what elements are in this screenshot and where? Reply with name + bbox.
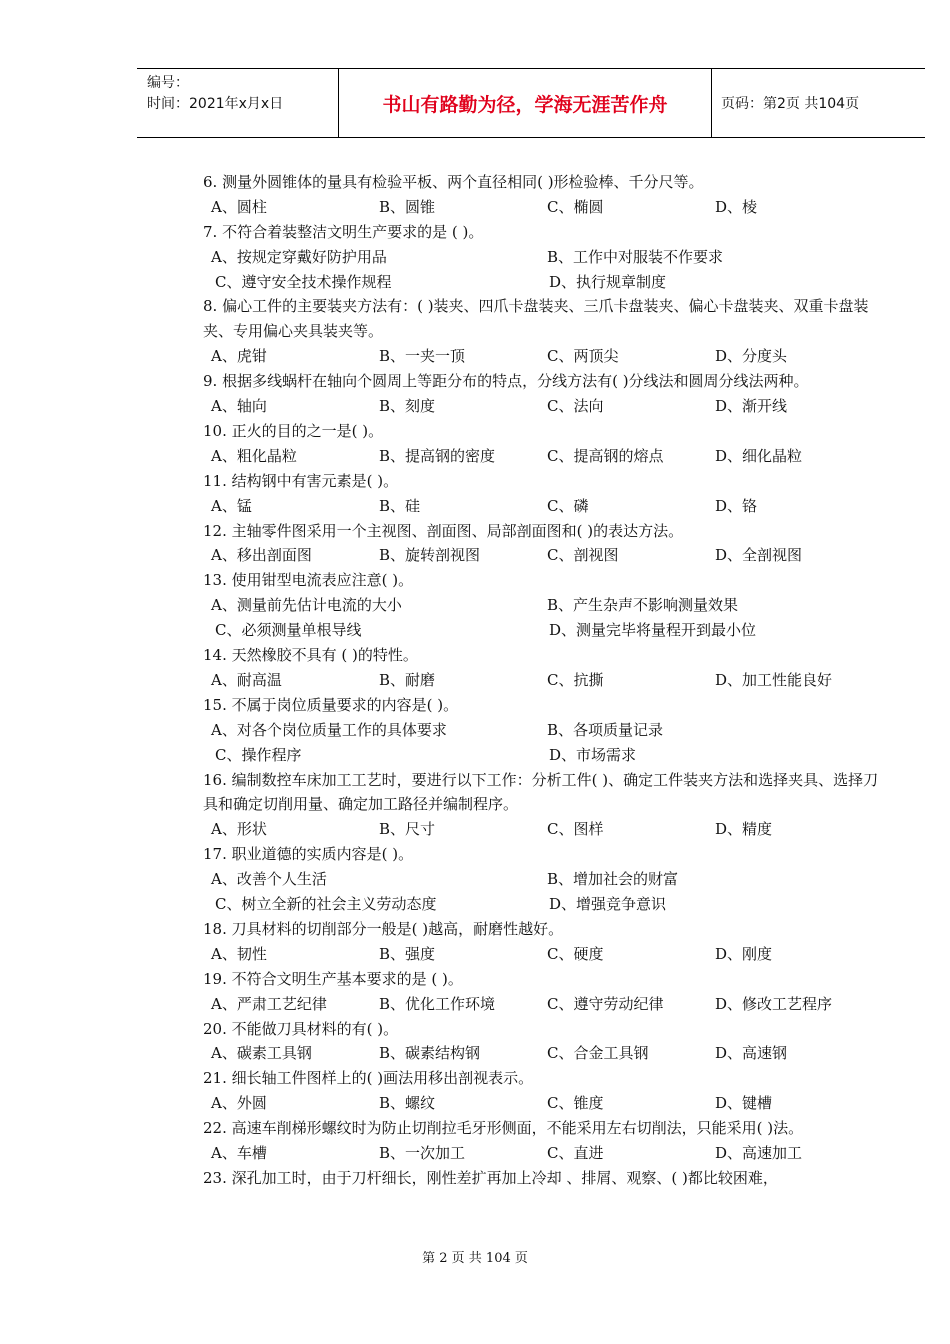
answer-option: D、市场需求 (549, 745, 637, 764)
page-footer: 第 2 页 共 104 页 (422, 1251, 528, 1266)
question-stem: 6. 测量外圆锥体的量具有检验平板、两个直径相同( )形检验棒、千分尺等。 (203, 173, 704, 191)
question-stem: 18. 刀具材料的切削部分一般是( )越高，耐磨性越好。 (203, 919, 564, 938)
answer-option: A、车槽 (211, 1144, 267, 1163)
answer-option: C、操作程序 (215, 745, 302, 764)
option-row (203, 494, 883, 519)
answer-option: D、全剖视图 (715, 546, 803, 565)
answer-option: D、增强竞争意识 (549, 895, 667, 914)
question-stem: 9. 根据多线蜗杆在轴向个圆周上等距分布的特点，分线方法有( )分线法和圆周分线法两种。 (203, 372, 809, 391)
answer-option: A、外圆 (211, 1094, 267, 1113)
answer-option: B、产生杂声不影响测量效果 (547, 596, 739, 615)
answer-option: B、一夹一顶 (379, 347, 466, 366)
answer-option: C、磷 (547, 496, 589, 515)
header-number-label: 编号： (147, 75, 189, 91)
answer-option: C、抗撕 (547, 670, 604, 689)
answer-option: D、铬 (715, 496, 758, 515)
answer-option: A、韧性 (211, 944, 267, 963)
answer-option: B、尺寸 (379, 820, 436, 839)
header-motto: 书山有路勤为径，学海无涯苦作舟 (382, 93, 668, 116)
question-stem: 7. 不符合着装整洁文明生产要求的是 ( )。 (203, 222, 484, 241)
answer-option: D、精度 (715, 820, 773, 839)
answer-option: D、高速钢 (715, 1044, 788, 1063)
option-row (203, 444, 883, 469)
question-stem: 11. 结构钢中有害元素是( )。 (203, 471, 399, 490)
question-block (203, 419, 883, 469)
answer-option: B、一次加工 (379, 1144, 466, 1163)
question-stem: 13. 使用钳型电流表应注意( )。 (203, 571, 414, 590)
option-row (203, 394, 883, 419)
question-block (203, 1017, 883, 1067)
answer-option: B、优化工作环境 (379, 994, 496, 1013)
answer-option: C、硬度 (547, 944, 604, 963)
answer-option: D、渐开线 (715, 397, 788, 416)
question-block (203, 842, 883, 917)
question-block (203, 469, 883, 519)
page-header (137, 68, 925, 138)
question-block (203, 170, 883, 220)
question-list (203, 170, 883, 1191)
question-block (203, 369, 883, 419)
question-stem: 23. 深孔加工时，由于刀杆细长，刚性差扩再加上冷却 、排屑、观察、( )都比较困难， (203, 1168, 778, 1187)
answer-option: A、碳素工具钢 (211, 1044, 312, 1063)
answer-option: C、合金工具钢 (547, 1044, 649, 1063)
question-stem: 17. 职业道德的实质内容是( )。 (203, 845, 414, 864)
option-row (203, 1141, 883, 1166)
answer-option: C、两顶尖 (547, 347, 619, 366)
option-row (203, 743, 883, 768)
option-row (203, 618, 883, 643)
question-block (203, 768, 883, 843)
question-block (203, 1166, 883, 1191)
answer-option: A、测量前先估计电流的大小 (211, 596, 402, 615)
option-row (203, 195, 883, 220)
answer-option: C、提高钢的熔点 (547, 446, 664, 465)
answer-option: A、严肃工艺纪律 (211, 994, 327, 1013)
question-stem: 10. 正火的目的之一是( )。 (203, 421, 384, 440)
option-row (203, 543, 883, 568)
answer-option: B、圆锥 (379, 197, 436, 216)
option-row (203, 992, 883, 1017)
answer-option: B、刻度 (379, 397, 436, 416)
option-row (203, 1041, 883, 1066)
answer-option: A、锰 (211, 496, 252, 515)
answer-option: B、工作中对服装不作要求 (547, 247, 724, 266)
header-page-info: 页码：第2页 共104页 (721, 96, 860, 112)
option-row (203, 892, 883, 917)
answer-option: D、分度头 (715, 347, 788, 366)
answer-option: D、执行规章制度 (549, 272, 667, 291)
header-time-label: 时间：2021年x月x日 (147, 96, 284, 112)
answer-option: C、椭圆 (547, 197, 604, 216)
option-row (203, 867, 883, 892)
answer-option: B、旋转剖视图 (379, 546, 481, 565)
option-row (203, 270, 883, 295)
question-stem: 15. 不属于岗位质量要求的内容是( )。 (203, 695, 459, 714)
answer-option: D、键槽 (715, 1094, 773, 1113)
question-stem: 16. 编制数控车床加工工艺时，要进行以下工作：分析工件( )、确定工件装夹方法和选择夹具、选择刀具和确定切削用量、确定加工路径并编制程序。 (203, 770, 879, 814)
option-row (203, 245, 883, 270)
question-stem: 8. 偏心工件的主要装夹方法有：( )装夹、四爪卡盘装夹、三爪卡盘装夹、偏心卡盘装夹、双重卡盘装夹、专用偏心夹具装夹等。 (203, 297, 869, 341)
answer-option: C、直进 (547, 1144, 604, 1163)
answer-option: C、图样 (547, 820, 604, 839)
question-block (203, 693, 883, 768)
answer-option: A、粗化晶粒 (211, 446, 297, 465)
question-block (203, 519, 883, 569)
answer-option: D、高速加工 (715, 1144, 803, 1163)
question-stem: 21. 细长轴工件图样上的( )画法用移出剖视表示。 (203, 1069, 534, 1088)
question-block (203, 1066, 883, 1116)
answer-option: B、各项质量记录 (547, 720, 664, 739)
header-meta (147, 73, 283, 115)
question-block (203, 643, 883, 693)
answer-option: C、必须测量单根导线 (215, 621, 362, 640)
answer-option: B、增加社会的财富 (547, 870, 679, 889)
answer-option: C、锥度 (547, 1094, 604, 1113)
answer-option: A、虎钳 (211, 347, 267, 366)
question-block (203, 1116, 883, 1166)
answer-option: A、轴向 (211, 397, 267, 416)
answer-option: A、按规定穿戴好防护用品 (211, 247, 387, 266)
answer-option: C、遵守安全技术操作规程 (215, 272, 392, 291)
option-row (203, 718, 883, 743)
answer-option: B、强度 (379, 944, 436, 963)
question-block (203, 967, 883, 1017)
answer-option: D、修改工艺程序 (715, 994, 833, 1013)
answer-option: D、细化晶粒 (715, 446, 803, 465)
question-stem: 14. 天然橡胶不具有 ( )的特性。 (203, 646, 418, 665)
header-divider (711, 69, 712, 137)
answer-option: B、硅 (379, 496, 421, 515)
answer-option: D、加工性能良好 (715, 670, 833, 689)
question-block (203, 220, 883, 295)
question-block (203, 294, 883, 369)
answer-option: A、移出剖面图 (211, 546, 312, 565)
option-row (203, 344, 883, 369)
answer-option: A、改善个人生活 (211, 870, 327, 889)
option-row (203, 593, 883, 618)
answer-option: C、遵守劳动纪律 (547, 994, 664, 1013)
answer-option: C、树立全新的社会主义劳动态度 (215, 895, 437, 914)
answer-option: B、螺纹 (379, 1094, 436, 1113)
answer-option: A、圆柱 (211, 197, 267, 216)
option-row (203, 942, 883, 967)
option-row (203, 1091, 883, 1116)
answer-option: C、法向 (547, 397, 604, 416)
answer-option: D、棱 (715, 197, 758, 216)
question-stem: 22. 高速车削梯形螺纹时为防止切削拉毛牙形侧面，不能采用左右切削法，只能采用( )法。 (203, 1119, 804, 1138)
answer-option: B、碳素结构钢 (379, 1044, 481, 1063)
question-stem: 19. 不符合文明生产基本要求的是 ( )。 (203, 969, 463, 988)
answer-option: D、测量完毕将量程开到最小位 (549, 621, 757, 640)
option-row (203, 817, 883, 842)
option-row (203, 668, 883, 693)
answer-option: D、刚度 (715, 944, 773, 963)
question-block (203, 917, 883, 967)
question-stem: 12. 主轴零件图采用一个主视图、剖面图、局部剖面图和( )的表达方法。 (203, 521, 684, 540)
answer-option: B、耐磨 (379, 670, 436, 689)
answer-option: A、形状 (211, 820, 267, 839)
answer-option: B、提高钢的密度 (379, 446, 496, 465)
answer-option: A、对各个岗位质量工作的具体要求 (211, 720, 447, 739)
question-stem: 20. 不能做刀具材料的有( )。 (203, 1019, 399, 1038)
question-block (203, 568, 883, 643)
answer-option: A、耐高温 (211, 670, 282, 689)
answer-option: C、剖视图 (547, 546, 619, 565)
